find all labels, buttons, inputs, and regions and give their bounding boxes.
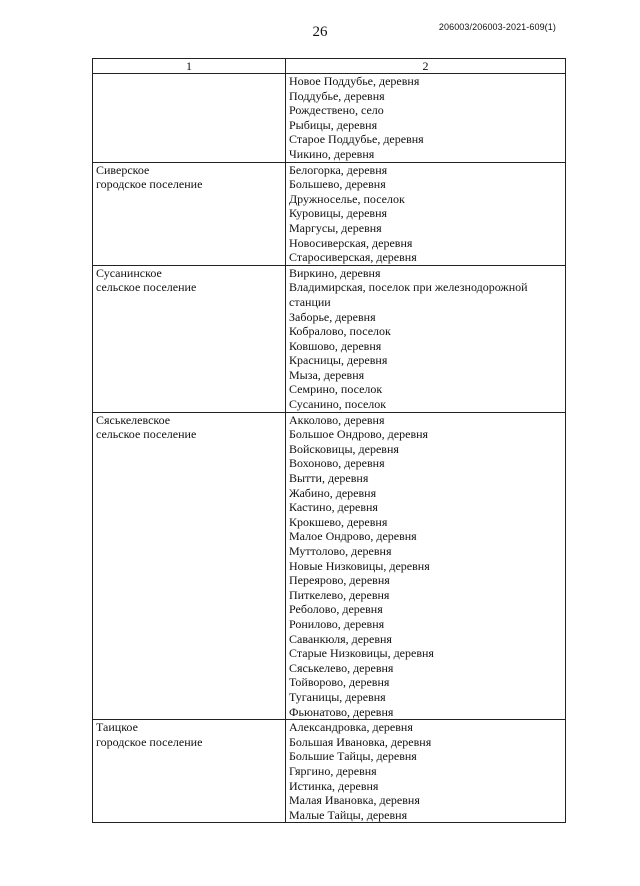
settlements-cell — [286, 265, 566, 412]
municipality-cell — [93, 265, 286, 412]
settlements-table — [92, 58, 566, 823]
municipality-name: сельское поселение — [96, 280, 197, 295]
settlement-item: Ковшово, деревня — [289, 338, 382, 353]
settlement-item: Заборье, деревня — [289, 309, 376, 324]
settlement-item: Новые Низковицы, деревня — [289, 558, 430, 573]
settlement-item: Истинка, деревня — [289, 778, 379, 793]
table-row — [93, 74, 566, 163]
settlement-item: Маргусы, деревня — [289, 220, 382, 235]
settlement-item: Новосиверская, деревня — [289, 235, 413, 250]
settlement-item: Сусанино, поселок — [289, 397, 387, 412]
settlement-item: Белогорка, деревня — [289, 162, 388, 177]
municipality-name: Сяськелевское — [96, 412, 171, 427]
settlement-item: Мыза, деревня — [289, 367, 365, 382]
settlement-item: Кобралово, поселок — [289, 324, 391, 339]
page-number: 26 — [312, 24, 328, 40]
settlement-item: Крокшево, деревня — [289, 514, 388, 529]
settlement-item: Рождествено, село — [289, 103, 384, 118]
settlement-item: Ронилово, деревня — [289, 616, 385, 631]
table-row — [93, 412, 566, 719]
column-header-1: 1 — [93, 59, 286, 74]
settlement-item: Питкелево, деревня — [289, 587, 390, 602]
header-row — [93, 59, 566, 74]
municipality-name: городское поселение — [96, 734, 203, 749]
settlement-item: Туганицы, деревня — [289, 689, 386, 704]
settlement-item: Большое Ондрово, деревня — [289, 427, 429, 442]
municipality-name: Сусанинское — [96, 265, 162, 280]
settlement-item: Большая Ивановка, деревня — [289, 734, 432, 749]
municipality-name: городское поселение — [96, 177, 203, 192]
municipality-name: Таицкое — [96, 720, 138, 735]
settlement-item: Гяргино, деревня — [289, 763, 377, 778]
settlement-item: Владимирская, поселок при железнодорожной станции — [289, 280, 528, 309]
settlement-item: Саванкюля, деревня — [289, 631, 392, 646]
municipality-cell — [93, 412, 286, 719]
settlement-item: Куровицы, деревня — [289, 206, 388, 221]
settlement-item: Большие Тайцы, деревня — [289, 749, 417, 764]
settlement-item: Старосиверская, деревня — [289, 250, 417, 265]
settlements-cell — [286, 720, 566, 823]
municipality-cell — [93, 74, 286, 163]
table-row — [93, 720, 566, 823]
municipality-name: Сиверское — [96, 162, 150, 177]
settlement-item: Большево, деревня — [289, 177, 386, 192]
settlement-item: Старые Низковицы, деревня — [289, 646, 434, 661]
settlement-item: Сяськелево, деревня — [289, 660, 394, 675]
settlements-cell — [286, 412, 566, 719]
table-row — [93, 265, 566, 412]
settlement-item: Поддубье, деревня — [289, 88, 385, 103]
settlement-item: Войсковицы, деревня — [289, 441, 399, 456]
settlement-item: Чикино, деревня — [289, 146, 375, 161]
settlement-item: Новое Поддубье, деревня — [289, 74, 420, 88]
municipality-cell — [93, 162, 286, 265]
settlement-item: Жабино, деревня — [289, 485, 377, 500]
settlement-item: Семрино, поселок — [289, 382, 383, 397]
settlement-item: Красницы, деревня — [289, 353, 388, 368]
settlement-item: Александровка, деревня — [289, 720, 413, 735]
settlement-item: Малые Тайцы, деревня — [289, 807, 408, 822]
settlement-item: Фьюнатово, деревня — [289, 704, 394, 719]
table-row — [93, 162, 566, 265]
settlement-item: Виркино, деревня — [289, 265, 381, 280]
settlement-item: Малое Ондрово, деревня — [289, 529, 417, 544]
settlement-item: Тойворово, деревня — [289, 675, 390, 690]
municipality-name: сельское поселение — [96, 427, 197, 442]
municipality-cell — [93, 720, 286, 823]
settlements-cell — [286, 162, 566, 265]
document-id: 206003/206003-2021-609(1) — [438, 22, 556, 32]
settlement-item: Малая Ивановка, деревня — [289, 793, 420, 808]
settlement-item: Акколово, деревня — [289, 412, 385, 427]
settlement-item: Кастино, деревня — [289, 500, 378, 515]
settlement-item: Вохоново, деревня — [289, 456, 385, 471]
column-header-2: 2 — [286, 59, 566, 74]
settlement-item: Вытти, деревня — [289, 471, 369, 486]
settlement-item: Старое Поддубье, деревня — [289, 132, 424, 147]
settlements-cell — [286, 74, 566, 163]
settlement-item: Дружноселье, поселок — [289, 191, 405, 206]
settlement-item: Переярово, деревня — [289, 573, 390, 588]
settlement-item: Реболово, деревня — [289, 602, 383, 617]
table-body — [93, 74, 566, 823]
settlement-item: Муттолово, деревня — [289, 544, 392, 558]
settlement-item: Рыбицы, деревня — [289, 117, 378, 132]
